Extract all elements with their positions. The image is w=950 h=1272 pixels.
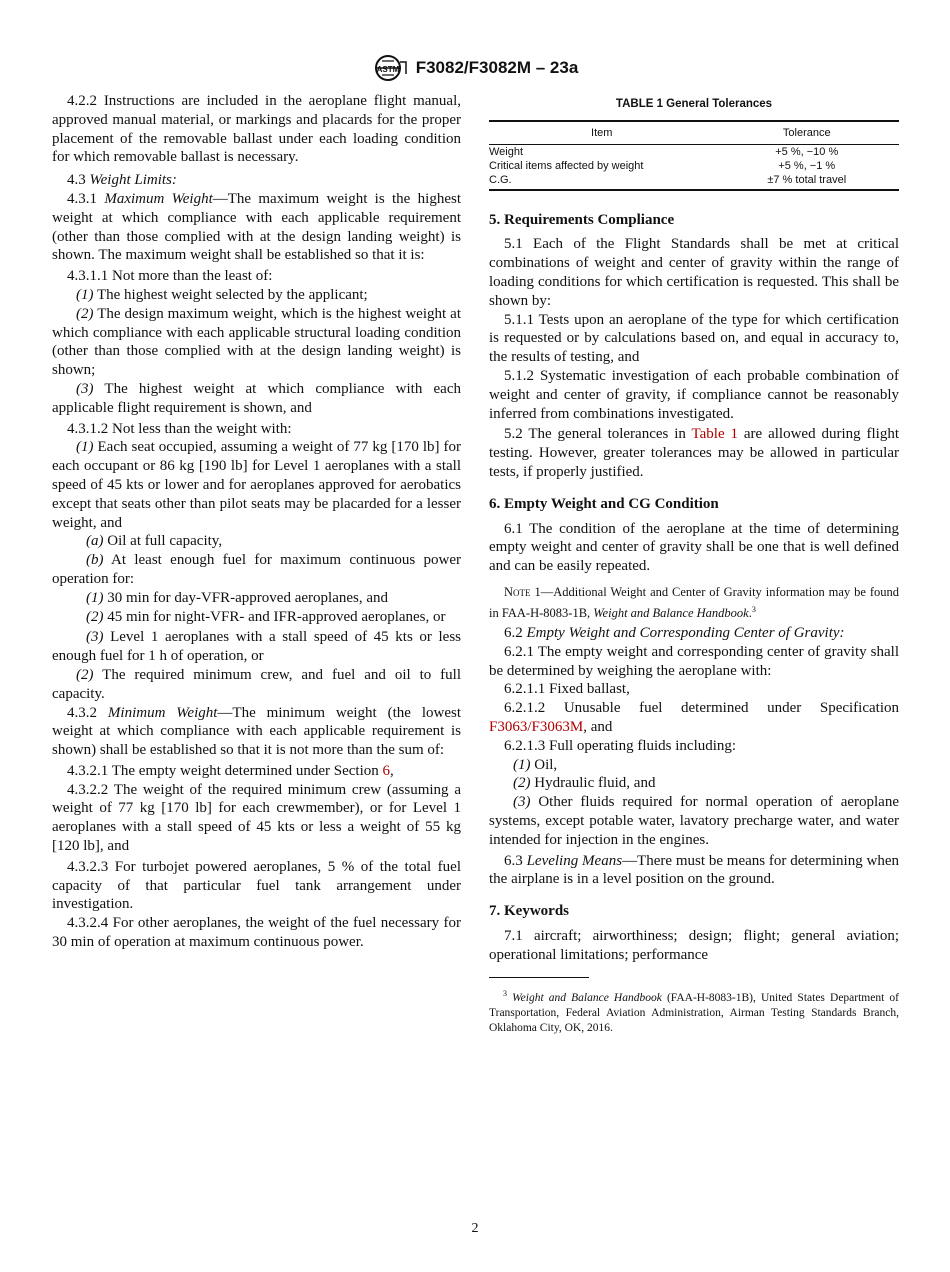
- list-marker: (2): [86, 608, 104, 625]
- column-header-tolerance: Tolerance: [715, 121, 900, 144]
- list-marker: (3): [513, 794, 531, 811]
- footnote-3: [489, 986, 899, 1037]
- para-6-2-1: 6.2.1 The empty weight and corresponding center of gravity shall be determined by weighing the aeroplane with:: [489, 643, 899, 679]
- para-text: —There must be means for determining when the airplane is in a level position on the ground.: [489, 852, 900, 888]
- list-item: [52, 608, 461, 627]
- defined-term: Maximum Weight: [104, 190, 213, 207]
- note-text: .: [748, 606, 752, 621]
- para-text: are allowed during flight testing. However, greater tolerances may be allowed in particular tests, if properly justified.: [489, 426, 899, 480]
- list-marker: (1): [86, 589, 104, 606]
- para-5-2: [489, 425, 899, 481]
- page-number: 2: [471, 1221, 479, 1236]
- para-4-2-2: 4.2.2 Instructions are included in the aeroplane flight manual, approved manual material, or markings and placards for the proper placement of the removable ballast under each loading condition for which removable ballast is necessary.: [52, 93, 461, 166]
- list-text: 45 min for night-VFR- and IFR-approved aeroplanes, or: [103, 608, 446, 625]
- table-cell-item: Weight: [489, 145, 524, 158]
- list-text: Oil at full capacity,: [103, 533, 223, 550]
- list-text: 30 min for day-VFR-approved aeroplanes, and: [103, 589, 389, 606]
- para-text: 5.2 The general tolerances in: [504, 426, 692, 443]
- list-text: Level 1 aeroplanes with a stall speed of 45 kts or less enough fuel for 1 h of operation, or: [52, 629, 461, 665]
- table-cell-tolerance: ±7 % total travel: [715, 173, 900, 190]
- list-text: The highest weight selected by the applicant;: [93, 286, 368, 303]
- list-marker: (3): [76, 380, 94, 397]
- table-cell-item: Critical items affected by weight: [489, 159, 644, 172]
- f3063-link[interactable]: F3063/F3063M: [489, 719, 584, 736]
- left-column: [52, 92, 461, 952]
- list-item: [489, 756, 899, 775]
- note-1: [489, 584, 899, 622]
- list-item: [52, 438, 461, 532]
- section-title: Empty Weight and Corresponding Center of Gravity:: [526, 625, 845, 642]
- section-number: 6.2: [504, 625, 527, 642]
- list-text: Each seat occupied, assuming a weight of 77 kg [170 lb] for each occupant or 86 kg [190 lb] for Level 1 aeroplanes with a stall speed of 45 kts or lower and for aeroplanes approved for aerobatics except that seats other than pilot seats may be placarded for a lesser weight, and: [52, 439, 461, 531]
- right-column: [489, 92, 899, 1037]
- para-6-2-1-1: 6.2.1.1 Fixed ballast,: [504, 681, 630, 698]
- list-marker: (1): [76, 286, 94, 303]
- list-text: The highest weight at which compliance with each applicable flight requirement is shown, and: [52, 380, 461, 416]
- list-marker: (2): [513, 775, 531, 792]
- list-item: [52, 305, 461, 380]
- para-4-3-2-4: 4.3.2.4 For other aeroplanes, the weight of the fuel necessary for 30 min of operation at maximum continuous power.: [52, 915, 461, 951]
- footnote-ref[interactable]: 3: [751, 604, 756, 614]
- para-4-3-1: [52, 190, 461, 265]
- para-6-3: [489, 852, 899, 890]
- para-text: ,: [389, 762, 394, 779]
- list-item: [52, 628, 461, 666]
- footnote-marker: 3: [503, 988, 507, 998]
- list-item: [52, 589, 461, 608]
- list-item: [52, 380, 461, 418]
- section-6-2-heading: [489, 624, 899, 643]
- table-cell-tolerance: +5 %, −1 %: [778, 159, 836, 172]
- para-5-1-2: 5.1.2 Systematic investigation of each probable combination of weight and center of gravity, if compliance cannot be reasonably inferred from combinations investigated.: [489, 367, 899, 422]
- section-4-3-heading: [52, 171, 461, 190]
- note-text: —Additional Weight and Center of Gravity information may be found in FAA-H-8083-1B,: [489, 584, 899, 621]
- section-6-link[interactable]: 6: [382, 762, 390, 779]
- para-4-3-2-2: 4.3.2.2 The weight of the required minimum crew (assuming a weight of 77 kg [170 lb] for each crewmember), or for Level 1 aeroplanes with a stall speed of 45 kts or less a weight of 55 kg [120 lb], and: [52, 781, 461, 855]
- section-number: 4.3: [67, 172, 90, 189]
- general-tolerances-table: [489, 95, 899, 191]
- para-6-1: 6.1 The condition of the aeroplane at the time of determining empty weight and center of gravity shall be one that is well defined and can be easily repeated.: [489, 520, 899, 575]
- list-text: Other fluids required for normal operation of aeroplane systems, except potable water, lavatory precharge water, and water intended for injection in the engines.: [489, 794, 899, 848]
- para-4-3-1-1: 4.3.1.1 Not more than the least of:: [67, 268, 273, 285]
- para-6-2-1-3: 6.2.1.3 Full operating fluids including:: [504, 737, 737, 754]
- heading-section-6: 6. Empty Weight and CG Condition: [489, 495, 719, 512]
- table-row: [489, 144, 899, 159]
- para-text: , and: [583, 719, 613, 736]
- column-header-item: Item: [489, 121, 715, 144]
- para-text: —The minimum weight (the lowest weight at which compliance with each applicable requirement is shown) shall be established so that it is not more than the sum of:: [52, 704, 462, 759]
- table-header-row: [489, 121, 899, 144]
- list-text: Hydraulic fluid, and: [530, 775, 656, 792]
- list-marker: (1): [513, 756, 531, 773]
- list-item: [489, 774, 899, 793]
- para-6-2-1-2: [489, 699, 899, 737]
- list-marker: (2): [76, 305, 94, 322]
- para-text: 6.2.1.2 Unusable fuel determined under Specification: [504, 700, 899, 717]
- para-4-3-2-3: 4.3.2.3 For turbojet powered aeroplanes, 5 % of the total fuel capacity of that particular fuel tank arrangement under investigation.: [52, 858, 461, 913]
- list-marker: (1): [76, 439, 94, 456]
- page-header: [0, 53, 950, 83]
- table-cell-item: C.G.: [489, 173, 715, 190]
- table-cell-tolerance: +5 %, −10 %: [775, 145, 839, 158]
- tolerances-table: [489, 120, 899, 191]
- section-number: 4.3.1: [67, 190, 105, 207]
- list-text: The required minimum crew, and fuel and oil to full capacity.: [52, 666, 461, 702]
- list-item: [52, 666, 461, 704]
- footnote-divider: [489, 977, 589, 978]
- list-marker: (b): [86, 552, 104, 569]
- heading-section-7: 7. Keywords: [489, 903, 569, 920]
- table-row: [489, 173, 899, 190]
- document-designation: F3082/F3082M – 23a: [415, 58, 579, 77]
- list-text: Oil,: [530, 756, 558, 773]
- para-5-1: 5.1 Each of the Flight Standards shall be met at critical combinations of weight and center of gravity within the range of loading conditions for which certification is requested. This shall be shown by:: [489, 236, 899, 309]
- para-4-3-2: [52, 704, 461, 760]
- list-marker: (a): [86, 533, 104, 550]
- astm-logo-icon: [372, 53, 408, 83]
- list-item: [489, 793, 899, 849]
- table-row: [489, 159, 899, 173]
- list-item: [52, 532, 461, 551]
- footnote-text: (FAA-H-8083-1B), United States Department of Transportation, Federal Aviation Administration, Airman Testing Standards Branch, Oklahoma City, OK, 2016.: [489, 991, 899, 1035]
- note-label: Note 1: [504, 584, 541, 599]
- para-4-3-1-2: 4.3.1.2 Not less than the weight with:: [67, 420, 292, 437]
- para-text: 4.3.2.1 The empty weight determined under Section: [67, 762, 383, 779]
- list-marker: (3): [86, 629, 104, 646]
- table-title: TABLE 1 General Tolerances: [615, 98, 773, 110]
- defined-term: Leveling Means: [526, 852, 623, 869]
- para-4-3-2-1: [52, 762, 461, 781]
- section-number: 4.3.2: [67, 704, 108, 721]
- astm-logo-text: ASTM: [376, 65, 400, 74]
- heading-section-5: 5. Requirements Compliance: [489, 211, 675, 228]
- section-title: Weight Limits:: [89, 172, 177, 189]
- list-text: At least enough fuel for maximum continuous power operation for:: [52, 552, 461, 587]
- defined-term: Minimum Weight: [107, 704, 218, 721]
- list-marker: (2): [76, 666, 94, 683]
- footnote-title: Weight and Balance Handbook: [512, 991, 662, 1004]
- para-text: —The maximum weight is the highest weight at which compliance with each applicable requirement (other than those complied with at the design landing weight) is shown. The maximum weight shall be established so that it is:: [52, 190, 461, 264]
- note-title: Weight and Balance Handbook: [593, 606, 749, 621]
- para-7-1: 7.1 aircraft; airworthiness; design; flight; general aviation; operational limitations; performance: [489, 928, 899, 963]
- section-number: 6.3: [504, 852, 527, 869]
- list-item: [52, 551, 461, 589]
- list-text: The design maximum weight, which is the highest weight at which compliance with each applicable structural loading condition (other than those complied with at the design landing weight) is shown;: [52, 305, 461, 379]
- list-item: [52, 286, 461, 305]
- table-1-link[interactable]: Table 1: [691, 426, 739, 443]
- para-5-1-1: 5.1.1 Tests upon an aeroplane of the type for which certification is requested or by calculations based on, and equal in accuracy to, the results of testing, and: [489, 311, 899, 366]
